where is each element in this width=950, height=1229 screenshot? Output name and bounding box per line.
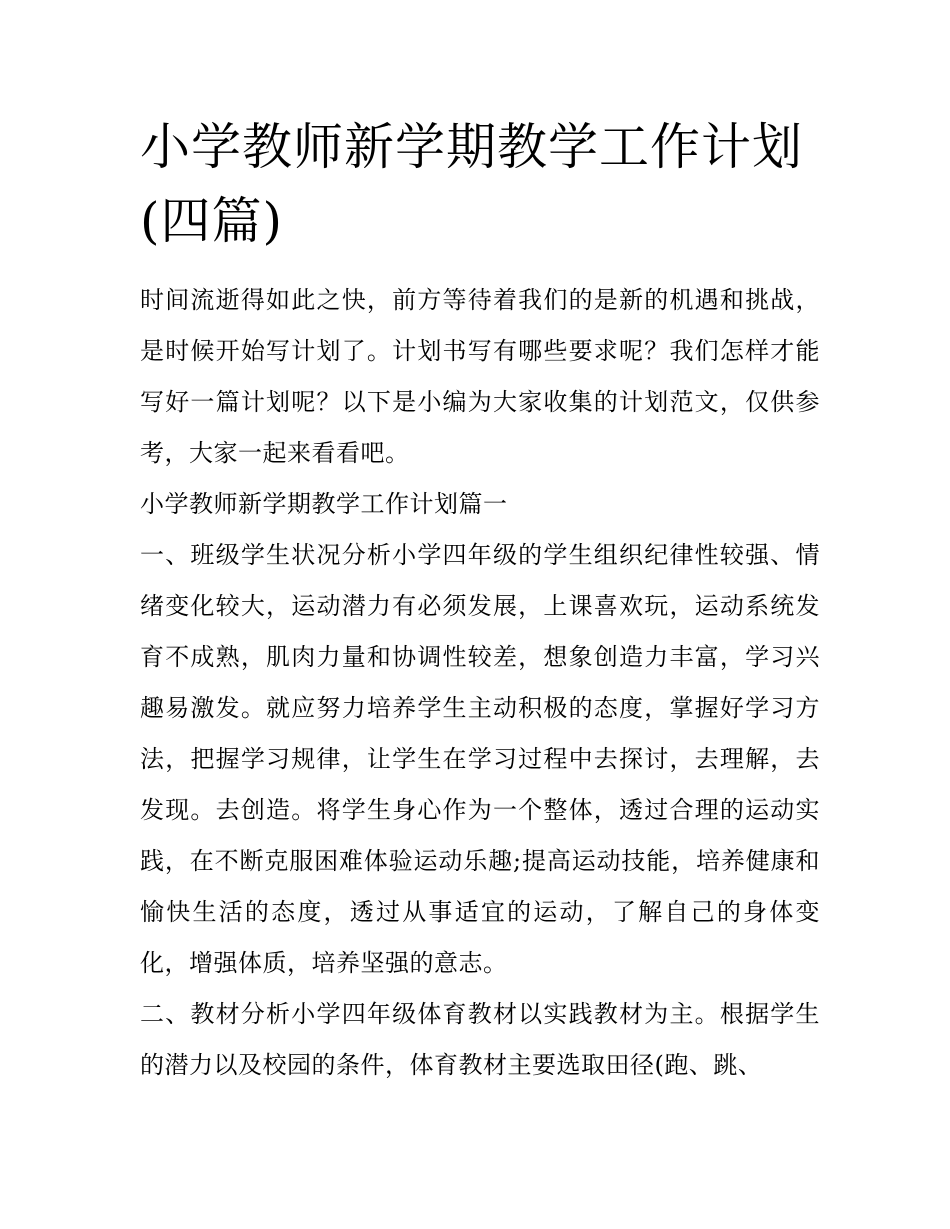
document-body (140, 275, 820, 1091)
body-paragraph: 一、班级学生状况分析小学四年级的学生组织纪律性较强、情绪变化较大，运动潜力有必须发展，上课喜欢玩，运动系统发育不成熟，肌肉力量和协调性较差，想象创造力丰富，学习兴趣易激发。就应努力培养学生主动积极的态度，掌握好学习方法，把握学习规律，让学生在学习过程中去探讨，去理解，去发现。去创造。将学生身心作为一个整体，透过合理的运动实践，在不断克服困难体验运动乐趣;提高运动技能，培养健康和愉快生活的态度，透过从事适宜的运动，了解自己的身体变化，增强体质，培养坚强的意志。 (140, 541, 820, 977)
section-heading: 小学教师新学期教学工作计划篇一 (140, 490, 508, 518)
document-title: 小学教师新学期教学工作计划(四篇) (140, 118, 803, 250)
intro-paragraph: 时间流逝得如此之快，前方等待着我们的是新的机遇和挑战，是时候开始写计划了。计划书写有哪些要求呢？我们怎样才能写好一篇计划呢？以下是小编为大家收集的计划范文，仅供参考，大家一起来看看吧。 (140, 286, 820, 467)
body-paragraph: 二、教材分析小学四年级体育教材以实践教材为主。根据学生的潜力以及校园的条件，体育教材主要选取田径(跑、跳、 (140, 1000, 820, 1079)
